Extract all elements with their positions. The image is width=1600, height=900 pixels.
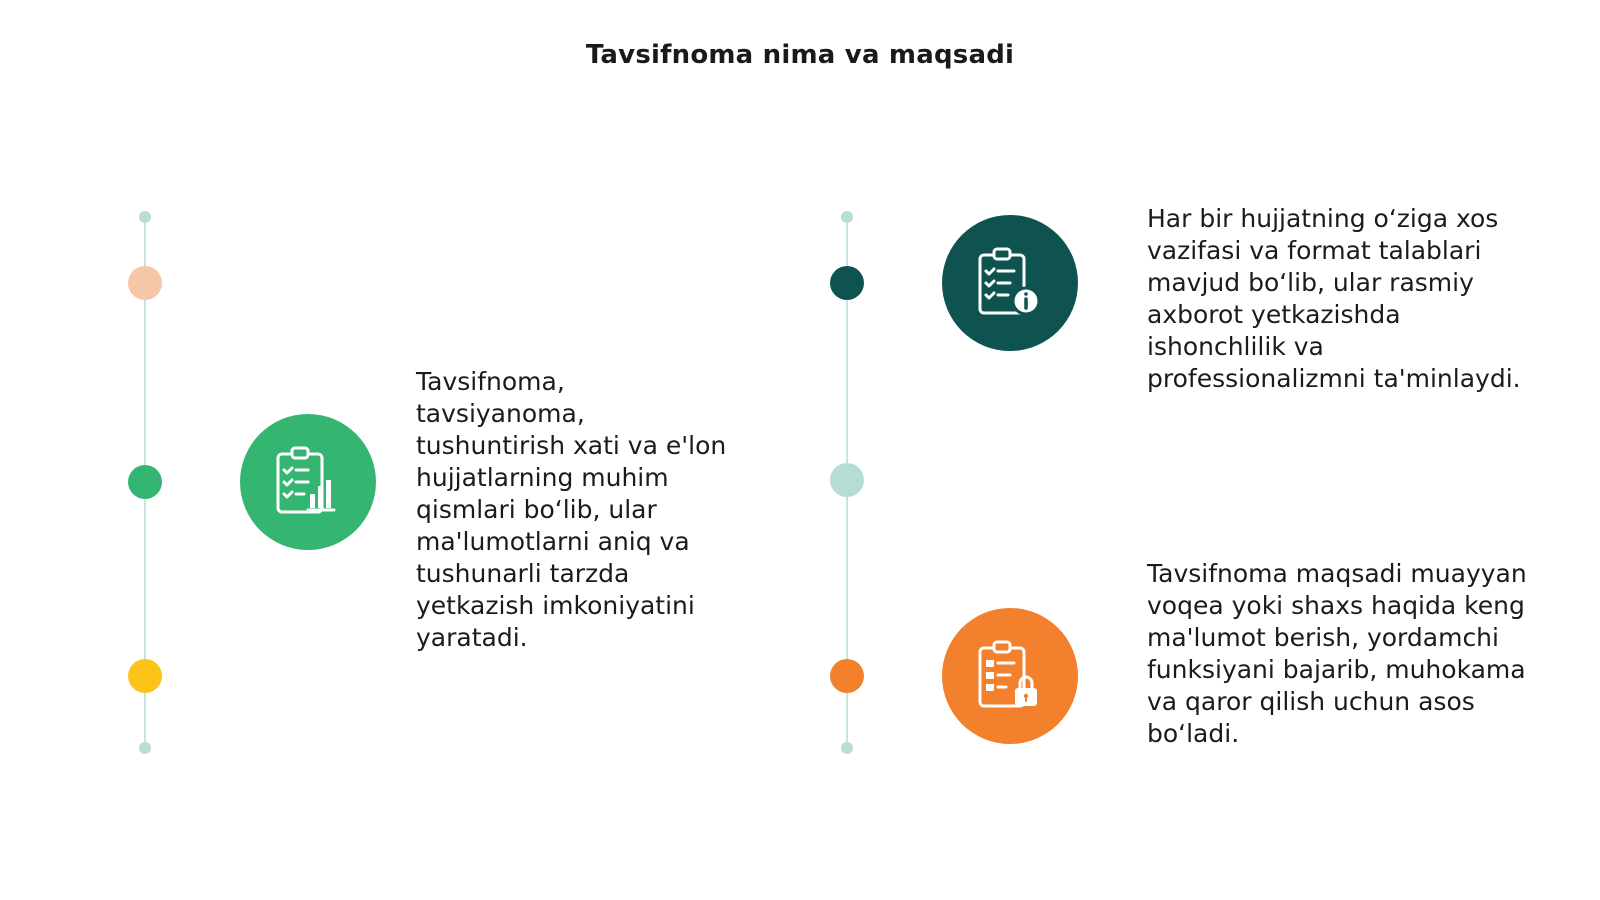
clipboard-chart-icon (240, 414, 376, 550)
left-node-yellow (128, 659, 162, 693)
clipboard-info-icon (942, 215, 1078, 351)
left-node-peach (128, 266, 162, 300)
left-timeline-top-cap (139, 211, 151, 223)
item-2-text: Har bir hujjatning o‘ziga xos vazifasi va format talablari mavjud bo‘lib, ular rasmiy axborot yetkazishda ishonchlilik va professionalizmni ta'minlaydi. (1147, 204, 1521, 393)
left-node-green (128, 465, 162, 499)
item-1-text: Tavsifnoma, tavsiyanoma, tushuntirish xati va e'lon hujjatlarning muhim qismlari bo‘lib, ular ma'lumotlarni aniq va tushunarli tarzda yetkazish imkoniyatini yaratadi. (416, 367, 727, 652)
right-timeline-bottom-cap (841, 742, 853, 754)
left-timeline-bottom-cap (139, 742, 151, 754)
slide-title: Tavsifnoma nima va maqsadi (585, 40, 1015, 70)
item-3-text: Tavsifnoma maqsadi muayyan voqea yoki shaxs haqida keng ma'lumot berish, yordamchi funksiyani bajarib, muhokama va qaror qilish uchun asos bo‘ladi. (1147, 559, 1527, 748)
right-node-dark-teal (830, 266, 864, 300)
right-node-orange (830, 659, 864, 693)
clipboard-lock-icon (942, 608, 1078, 744)
right-timeline-top-cap (841, 211, 853, 223)
right-node-light-teal (830, 463, 864, 497)
